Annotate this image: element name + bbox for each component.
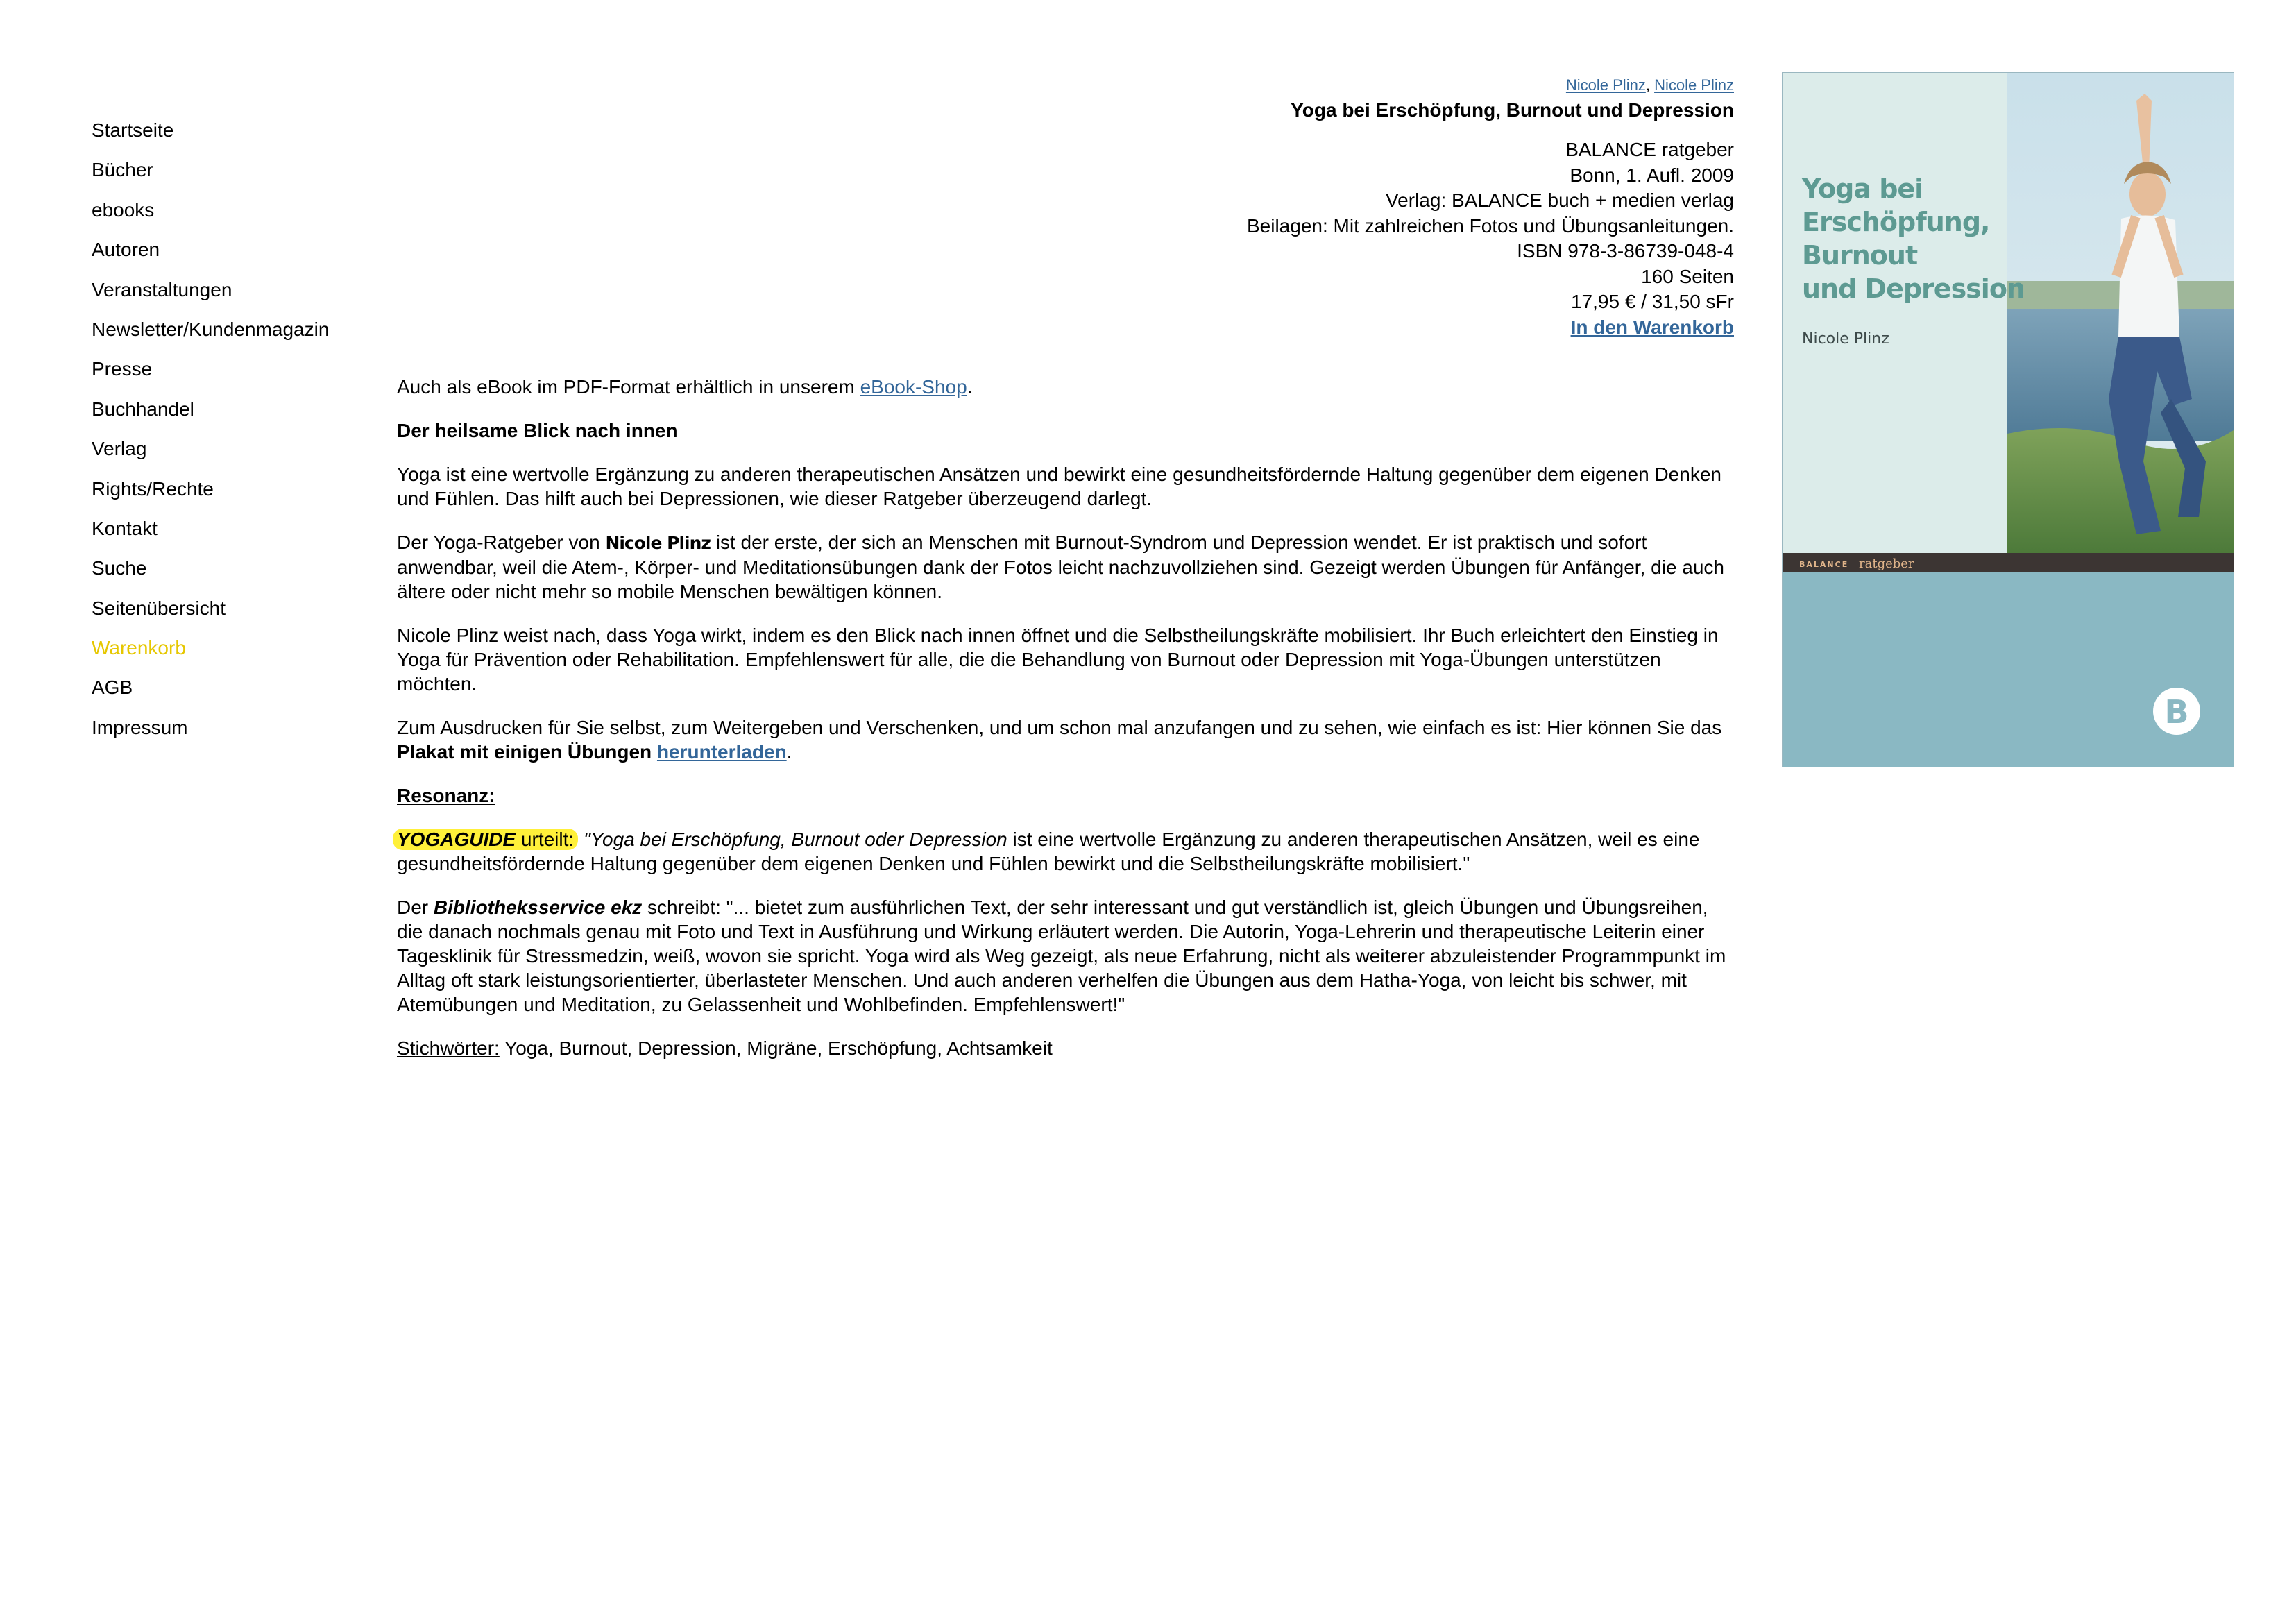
cover-series-name: ratgeber (1859, 556, 1914, 571)
book-series: BALANCE ratgeber (1565, 139, 1734, 160)
nav-item-rights[interactable]: Rights/Rechte (92, 477, 214, 500)
description-paragraph: Yoga ist eine wertvolle Ergänzung zu anderen therapeutischen Ansätzen und bewirkt eine gesundheitsfördernde Haltung gegenüber dem eigenen Denken und Fühlen. Das hilft auch bei Depressionen, wie dieser Ratgeber überzeugend darlegt. (397, 464, 1721, 509)
review-ekz (397, 895, 1733, 1017)
nav-item-autoren[interactable]: Autoren (92, 239, 160, 261)
review-verb: urteilt: (516, 829, 575, 850)
book-cover-image (1782, 72, 2234, 767)
nav-item-newsletter[interactable]: Newsletter/Kundenmagazin (92, 318, 330, 340)
cover-series-brand: BALANCE (1799, 560, 1849, 569)
ebook-note-end: . (967, 376, 973, 398)
download-paragraph (397, 715, 1733, 764)
publisher-logo-letter: B (2164, 693, 2189, 731)
author-separator: , (1645, 76, 1655, 94)
book-pages: 160 Seiten (1641, 265, 1734, 287)
author-name: Nicole Plinz (605, 533, 711, 553)
paragraph-text: Zum Ausdrucken für Sie selbst, zum Weitergeben und Verschenken, und um schon mal anzufangen und zu sehen, wie einfach es ist: Hier können Sie das (397, 717, 1722, 738)
book-cover-graphic (1783, 73, 2234, 767)
book-price: 17,95 € / 31,50 sFr (1570, 291, 1734, 312)
review-text: ist eine wertvolle Ergänzung zu anderen therapeutischen Ansätzen, weil es eine gesundheitsfördernde Haltung gegenüber dem eigenen Denken und Fühlen bewirkt und die Selbstheilungskräfte mobilisiert." (397, 829, 1700, 874)
cover-title-line: und Depression (1802, 273, 2025, 304)
book-title: Yoga bei Erschöpfung, Burnout und Depression (1291, 99, 1734, 121)
review-source: Bibliotheksservice ekz (433, 897, 643, 918)
keywords (397, 1036, 1733, 1060)
book-isbn: ISBN 978-3-86739-048-4 (1517, 240, 1734, 262)
cover-title-line: Burnout (1802, 240, 1918, 271)
nav-item-buchhandel[interactable]: Buchhandel (92, 398, 194, 420)
nav-item-seitenuebersicht[interactable]: Seitenübersicht (92, 597, 226, 619)
book-edition: Bonn, 1. Aufl. 2009 (1570, 164, 1734, 186)
nav-item-warenkorb[interactable]: Warenkorb (92, 637, 186, 659)
review-text: schreibt: "... bietet zum ausführlichen Text, der sehr interessant und gut verständlich ist, gleich Übungen und Übungsreihen, die danach nochmals genau mit Foto und Text in Ausführung und Wirkung erläutert werden. Die Autorin, Yoga-Lehrerin und therapeutische Leiterin einer Tagesklinik für Stressmedzin, weiß, wovon sie spricht. Yoga wird als Weg gezeigt, als neue Erfahrung, nicht als weiterer abzuleistender Programmpunkt im Alltag oft stark leistungsorientierter, überlasteter Menschen. Und auch anderen verhelfen die Übungen aus dem Hatha-Yoga, von leicht bis schwer, mit Atemübungen und Meditation, zu Gelassenheit und Wohlbefinden. Empfehlenswert!" (397, 897, 1726, 1015)
ebook-note-text: Auch als eBook im PDF-Format erhältlich in unserem (397, 376, 860, 398)
download-link[interactable]: herunterladen (656, 741, 787, 763)
resonanz-heading (397, 783, 1733, 808)
description-paragraph (397, 530, 1733, 604)
keywords-label: Stichwörter: (397, 1037, 500, 1059)
cover-bottom-panel (1783, 572, 2234, 767)
cover-author: Nicole Plinz (1802, 330, 1889, 348)
paragraph-text: Der Yoga-Ratgeber von (397, 532, 606, 553)
review-yogaguide (397, 827, 1733, 876)
resonanz-heading-text: Resonanz: (397, 785, 495, 806)
nav-item-kontakt[interactable]: Kontakt (92, 517, 158, 539)
sidebar-nav (92, 117, 369, 754)
ebook-shop-link[interactable]: eBook-Shop (860, 376, 967, 398)
cover-photo (2007, 73, 2234, 553)
description-paragraph: Nicole Plinz weist nach, dass Yoga wirkt, indem es den Blick nach innen öffnet und die Selbstheilungskräfte mobilisiert. Ihr Buch erleichtert den Einstieg in Yoga für Prävention oder Rehabilitation. Empfehlenswert für alle, die die Behandlung von Burnout oder Depression mit Yoga-Übungen unterstützen möchten. (397, 624, 1719, 695)
author-link[interactable]: Nicole Plinz (1654, 76, 1734, 94)
cover-series-band (1783, 553, 2234, 572)
description-subheading (397, 418, 1733, 443)
cover-text-panel (1783, 73, 2007, 553)
book-extras: Beilagen: Mit zahlreichen Fotos und Übungsanleitungen. (1246, 214, 1734, 237)
author-link[interactable]: Nicole Plinz (1565, 76, 1646, 94)
nav-item-verlag[interactable]: Verlag (92, 438, 147, 460)
cover-title-line: Erschöpfung, (1802, 207, 1990, 237)
add-to-cart-link[interactable]: In den Warenkorb (1570, 316, 1734, 338)
subheading-text: Der heilsame Blick nach innen (397, 420, 678, 441)
cover-title-line: Yoga bei (1802, 173, 1923, 204)
paragraph-space (652, 741, 657, 763)
nav-item-agb[interactable]: AGB (92, 677, 133, 699)
author-links (763, 75, 1734, 96)
review-source: YOGAGUIDE (397, 829, 516, 850)
review-pre: Der (397, 897, 434, 918)
review-source-highlight (393, 829, 578, 850)
nav-item-suche[interactable]: Suche (92, 557, 147, 579)
nav-item-impressum[interactable]: Impressum (92, 716, 188, 738)
nav-item-veranstaltungen[interactable]: Veranstaltungen (92, 278, 232, 300)
review-quote-title: "Yoga bei Erschöpfung, Burnout oder Depression (578, 829, 1007, 850)
nav-item-presse[interactable]: Presse (92, 358, 153, 380)
nav-item-startseite[interactable]: Startseite (92, 119, 174, 141)
book-description (397, 375, 1733, 1080)
paragraph-text: . (786, 741, 792, 763)
publisher-logo-icon (2153, 688, 2200, 735)
keywords-list: Yoga, Burnout, Depression, Migräne, Erschöpfung, Achtsamkeit (499, 1037, 1053, 1059)
book-publisher: Verlag: BALANCE buch + medien verlag (1386, 189, 1734, 211)
ebook-note (397, 375, 1733, 399)
nav-item-buecher[interactable]: Bücher (92, 159, 153, 181)
poster-label: Plakat mit einigen Übungen (397, 741, 652, 763)
paragraph-text: ist der erste, der sich an Menschen mit Burnout-Syndrom und Depression wendet. Er ist praktisch und sofort anwendbar, weil die Atem-, Körper- und Meditationsübungen dank der Fotos leicht nachzuvollziehen sind. Gezeigt werden Übungen für Anfänger, die auch ältere oder nicht mehr so mobile Menschen bewältigen können. (397, 532, 1724, 602)
nav-item-ebooks[interactable]: ebooks (92, 198, 155, 221)
book-details (763, 75, 1734, 340)
